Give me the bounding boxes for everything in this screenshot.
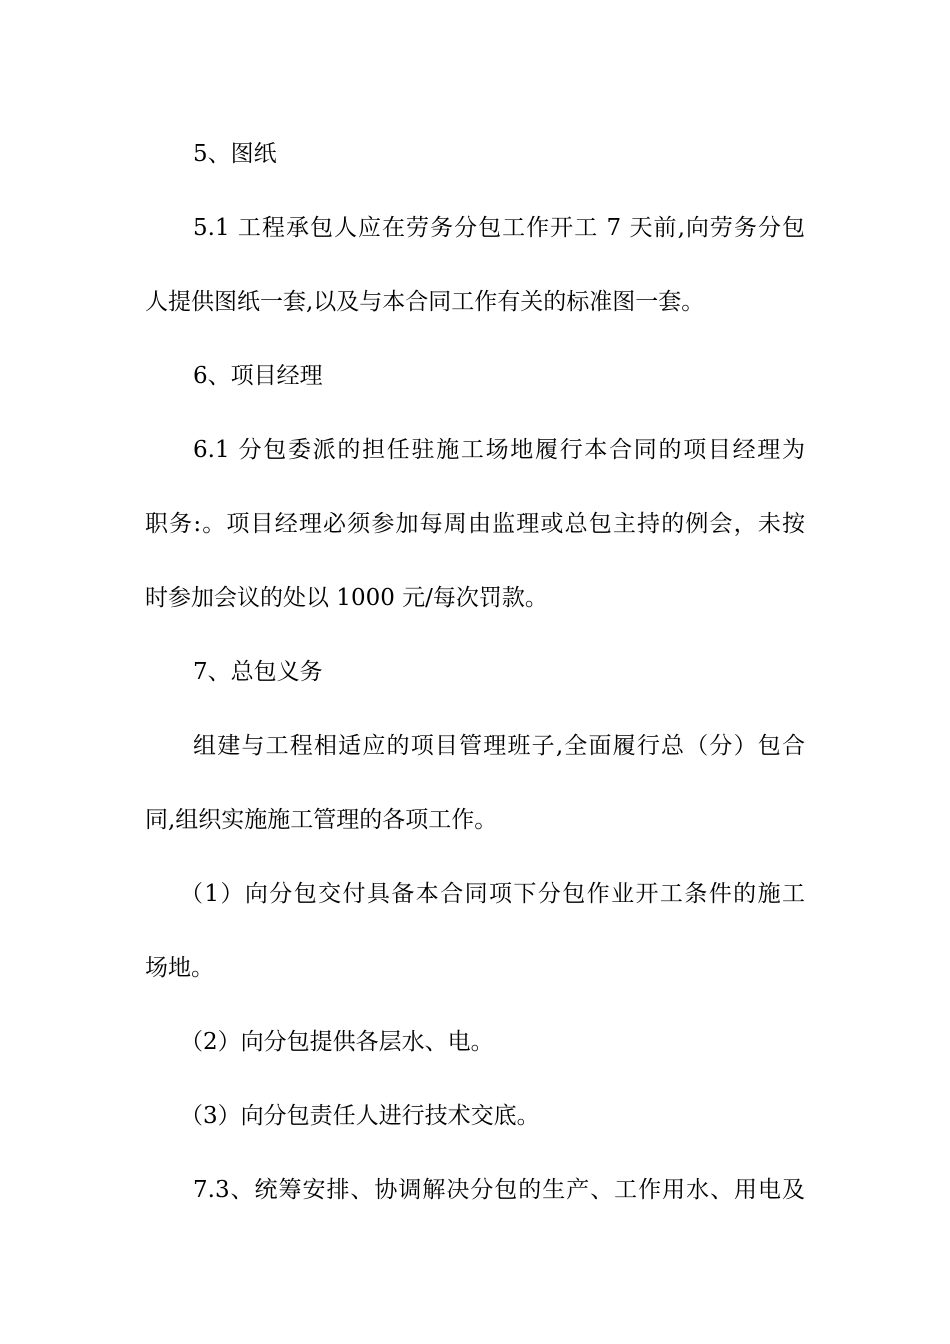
paragraph-6-1-line-2: 职务:。项目经理必须参加每周由监理或总包主持的例会，未按 <box>145 511 805 537</box>
list-item-1-line-1: （1）向分包交付具备本合同项下分包作业开工条件的施工 <box>180 881 805 907</box>
section-heading-6: 6、项目经理 <box>193 363 323 389</box>
paragraph-5-1-line-2: 人提供图纸一套,以及与本合同工作有关的标准图一套。 <box>145 289 705 315</box>
list-item-2: （2）向分包提供各层水、电。 <box>180 1029 494 1055</box>
paragraph-5-1-line-1: 5.1 工程承包人应在劳务分包工作开工 7 天前,向劳务分包 <box>193 215 805 241</box>
section-heading-5: 5、图纸 <box>193 141 277 167</box>
paragraph-7-line-1: 组建与工程相适应的项目管理班子,全面履行总（分）包合 <box>193 733 805 759</box>
list-item-3: （3）向分包责任人进行技术交底。 <box>180 1103 540 1129</box>
paragraph-6-1-line-1: 6.1 分包委派的担任驻施工场地履行本合同的项目经理为 <box>193 437 805 463</box>
list-item-1-line-2: 场地。 <box>145 955 214 981</box>
paragraph-6-1-line-3: 时参加会议的处以 1000 元/每次罚款。 <box>145 585 548 611</box>
section-heading-7: 7、总包义务 <box>193 659 323 685</box>
paragraph-7-line-2: 同,组织实施施工管理的各项工作。 <box>145 807 498 833</box>
paragraph-7-3-line-1: 7.3、统筹安排、协调解决分包的生产、工作用水、用电及 <box>193 1177 805 1203</box>
